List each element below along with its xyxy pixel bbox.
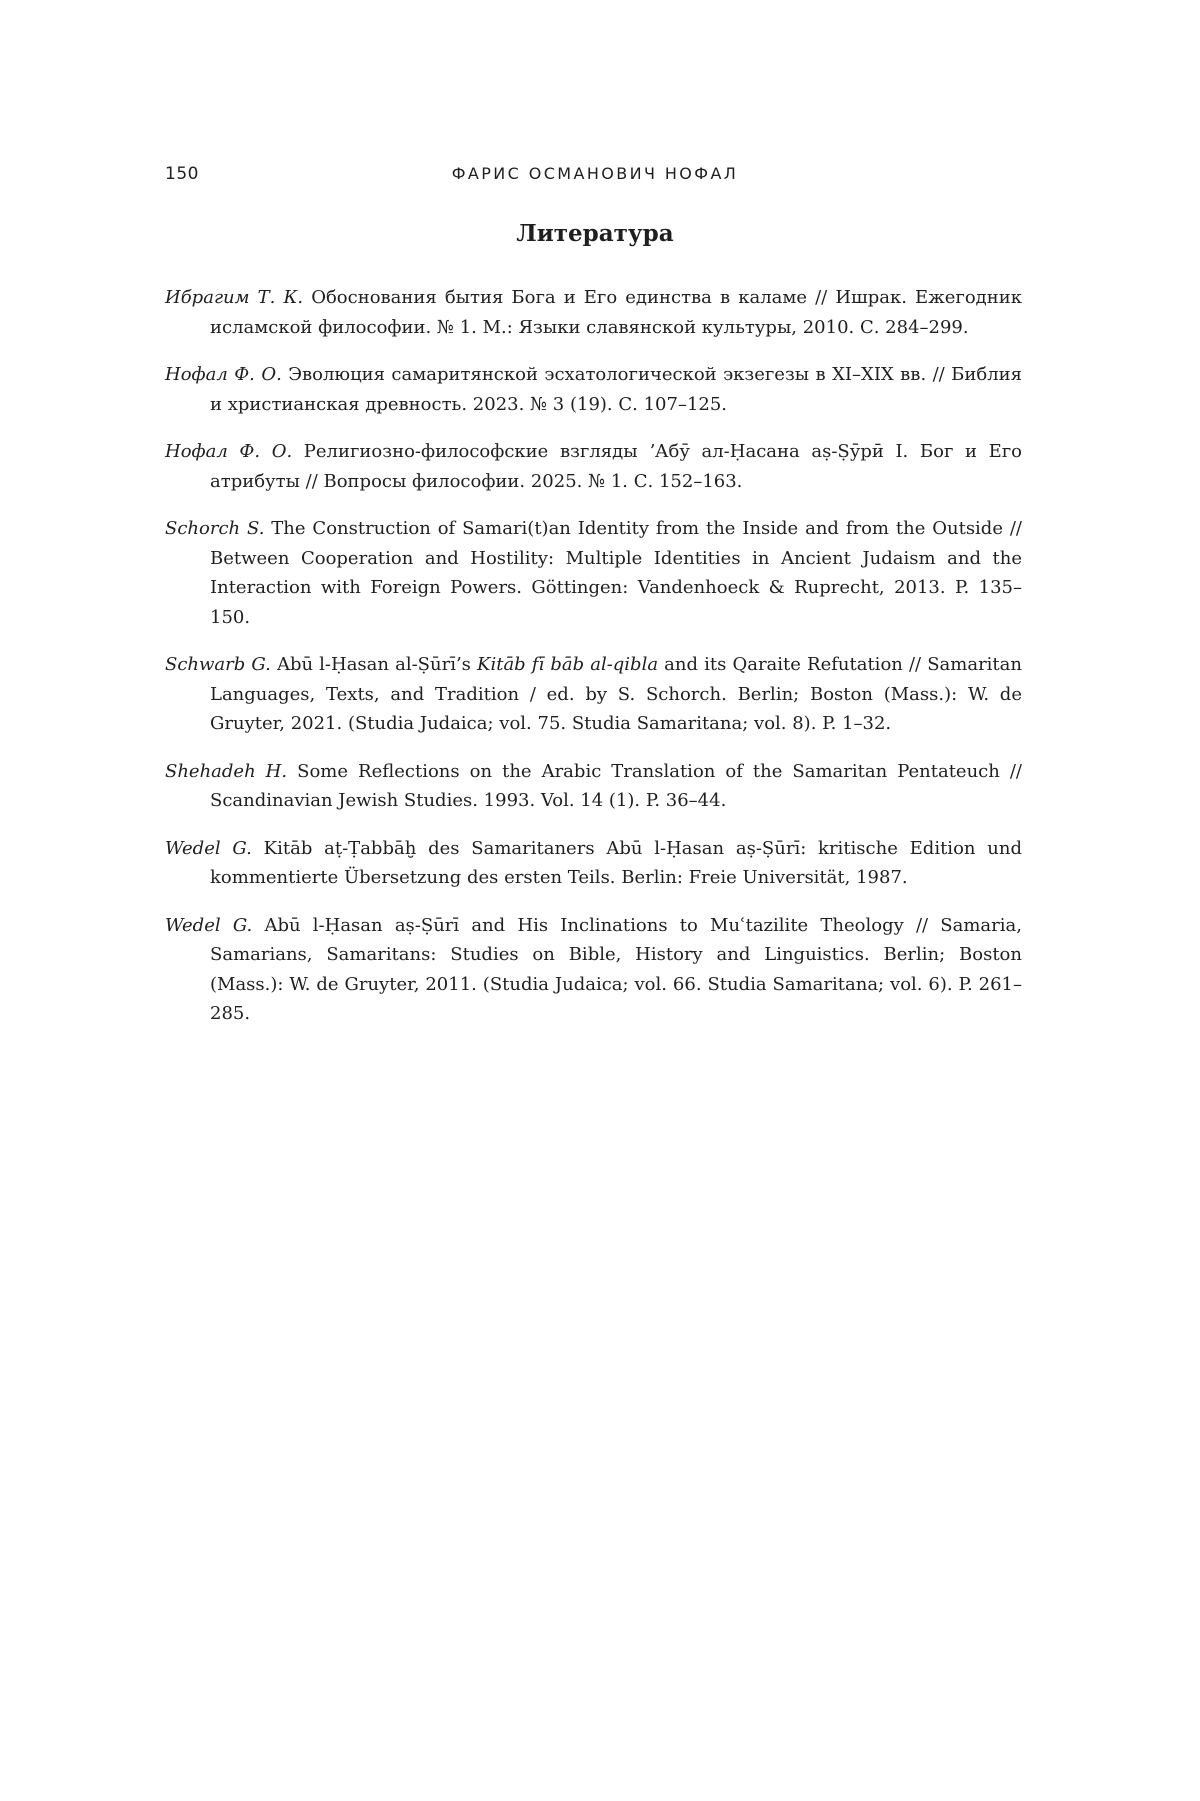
section-title: Литература — [516, 220, 674, 247]
entry-text: and its Qaraite Refutation // Samaritan Languages, Texts, and Tradition / ed. by S. Schorch. Berlin; Boston (Mass.): W. de Gruyter, 2021. (Studia Judaica; vol. 75. Studia Samaritana; vol. 8). P. 1–32. — [210, 654, 1022, 734]
entry-text: Abū l-Ḥasan aṣ-Ṣūrī and His Inclinations to Muʿtazilite Theology // Samaria, Samarians, Samaritans: Studies on Bible, History and Linguistics. Berlin; Boston (Mass.): W. de Gruyter, 2011. (Studia Judaica; vol. 66. Studia Samaritana; vol. 6). P. 261–285. — [210, 914, 1022, 1024]
entry-author: Wedel G. — [165, 914, 253, 936]
bibliography-entry — [165, 911, 1022, 1029]
entry-italic-title: Kitāb fī bāb al-qibla — [477, 654, 659, 675]
entry-author: Shehadeh H. — [165, 760, 288, 782]
entry-text: Abū l-Ḥasan al-Ṣūrī’s — [270, 654, 478, 675]
entry-text: Some Reflections on the Arabic Translation of the Samaritan Pentateuch // Scandinavian Jewish Studies. 1993. Vol. 14 (1). P. 36–44. — [210, 760, 1022, 811]
running-header: ФАРИС ОСМАНОВИЧ НОФАЛ — [451, 164, 739, 183]
bibliography-entry — [165, 834, 1022, 893]
bibliography-entry — [165, 514, 1022, 632]
entry-text: The Construction of Samari(t)an Identity from the Inside and from the Outside // Between Cooperation and Hostility: Multiple Identities in Ancient Judaism and the Interaction with Foreign Powers. Göttingen: Vandenhoeck & Ruprecht, 2013. P. 135–150. — [210, 518, 1022, 628]
entry-author: Wedel G. — [165, 837, 252, 859]
bibliography-entry — [165, 437, 1022, 496]
bibliography-entry — [165, 283, 1022, 342]
bibliography-entry — [165, 650, 1022, 739]
entry-author: Ибрагим Т. К. — [165, 287, 304, 308]
bibliography-entry — [165, 757, 1022, 816]
entry-author: Schorch S. — [165, 518, 265, 539]
bibliography-list — [165, 283, 1022, 1036]
entry-text: Религиозно-философские взгляды ʼАбӯ ал-Ḥасана аṣ-Ṣӯрӣ I. Бог и Его атрибуты // Вопросы философии. 2025. № 1. С. 152–163. — [210, 441, 1023, 492]
entry-text: Эволюция самаритянской эсхатологической экзегезы в XI–XIX вв. // Библия и христианская древность. 2023. № 3 (19). С. 107–125. — [210, 364, 1022, 415]
entry-text: Kitāb aṭ-Ṭabbāḫ des Samaritaners Abū l-Ḥasan aṣ-Ṣūrī: kritische Edition und kommentierte Übersetzung des ersten Teils. Berlin: Freie Universität, 1987. — [210, 837, 1022, 888]
entry-author: Нофал Ф. О. — [165, 364, 282, 385]
page-number: 150 — [165, 164, 199, 184]
entry-text: Обоснования бытия Бога и Его единства в каламе // Ишрак. Ежегодник исламской философии. № 1. М.: Языки славянской культуры, 2010. С. 284–299. — [210, 287, 1023, 338]
entry-author: Нофал Ф. О. — [165, 441, 293, 462]
entry-author: Schwarb G. — [165, 654, 271, 675]
bibliography-entry — [165, 360, 1022, 419]
